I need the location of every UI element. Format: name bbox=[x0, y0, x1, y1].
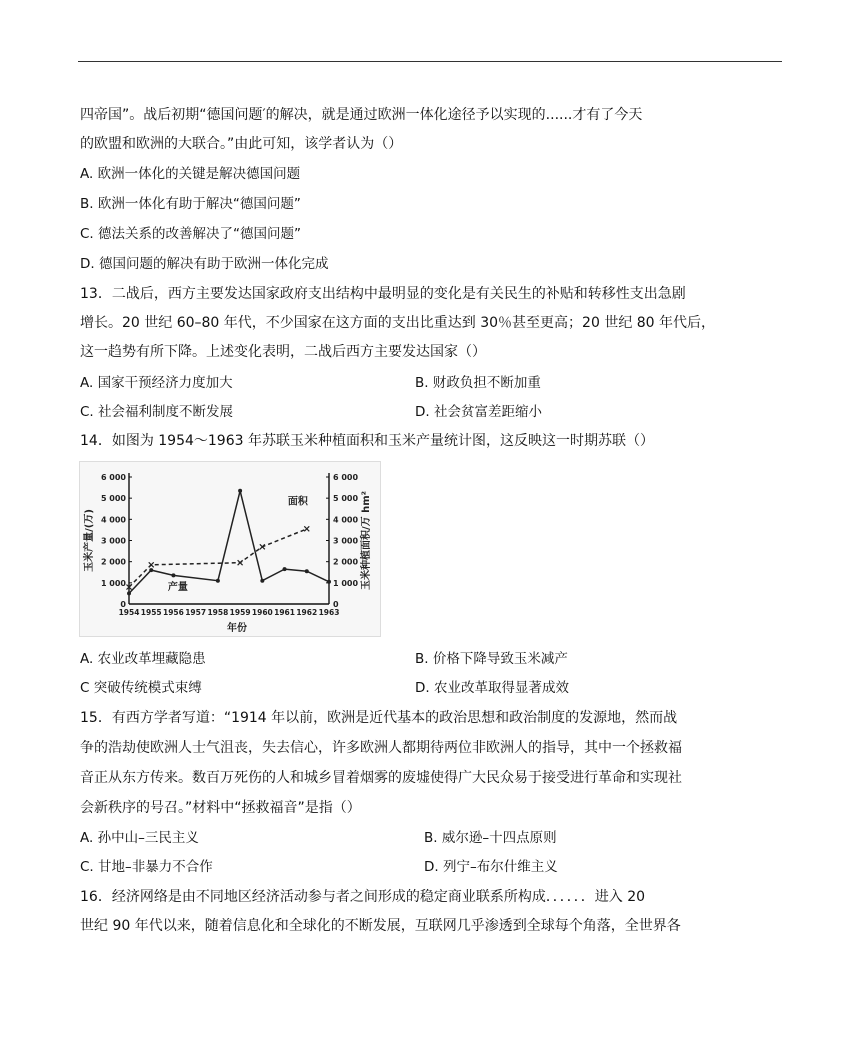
series-label-output: 产量 bbox=[167, 582, 188, 594]
y-tick-label-right: 1 000 bbox=[333, 578, 359, 588]
data-point bbox=[305, 569, 309, 573]
x-axis-title: 年份 bbox=[227, 623, 247, 634]
option-b: B. 欧洲一体化有助于解决“德国问题” bbox=[80, 196, 301, 212]
option-d: D. 农业改革取得显著成效 bbox=[415, 680, 569, 696]
x-tick-label: 1959 bbox=[229, 608, 251, 617]
y-tick-label-left: 3 000 bbox=[100, 536, 126, 546]
corn-chart bbox=[79, 461, 381, 637]
option-a: A. 国家干预经济力度加大 bbox=[80, 375, 233, 391]
y-tick-label-left: 2 000 bbox=[100, 557, 126, 567]
data-point bbox=[127, 591, 131, 595]
option-c: C 突破传统模式束缚 bbox=[80, 680, 202, 696]
question-12-text: 的欧盟和欧洲的大联合。”由此可知，该学者认为（） bbox=[80, 136, 403, 152]
option-c: C. 甘地–非暴力不合作 bbox=[80, 859, 213, 875]
option-a: A. 孙中山–三民主义 bbox=[80, 830, 199, 846]
y-tick-label-right: 2 000 bbox=[333, 557, 359, 567]
data-point bbox=[238, 489, 242, 493]
x-tick-label: 1961 bbox=[274, 608, 295, 617]
x-tick-label: 1956 bbox=[163, 608, 184, 617]
question-13-text: 增长。20 世纪 60–80 年代，不少国家在这方面的支出比重达到 30％甚至更高；20 世纪 80 年代后， bbox=[80, 315, 716, 331]
y-tick-label-left: 5 000 bbox=[100, 494, 126, 504]
y-tick-label-right: 4 000 bbox=[333, 515, 359, 525]
x-tick-label: 1957 bbox=[185, 608, 207, 617]
y-tick-label-right: 5 000 bbox=[333, 494, 359, 504]
question-13-text: 这一趋势有所下降。上述变化表明，二战后西方主要发达国家（） bbox=[80, 344, 486, 360]
series-label-area: 面积 bbox=[287, 496, 308, 508]
data-point bbox=[260, 579, 264, 583]
y-tick-label-left: 1 000 bbox=[100, 578, 126, 588]
question-12-text: 四帝国”。战后初期“德国问题′的解决，就是通过欧洲一体化途径予以实现的......才有了今天 bbox=[80, 107, 643, 123]
option-c: C. 社会福利制度不断发展 bbox=[80, 404, 234, 420]
question-14-text: 14．如图为 1954～1963 年苏联玉米种植面积和玉米产量统计图，这反映这一时期苏联（） bbox=[80, 433, 654, 449]
option-b: B. 价格下降导致玉米减产 bbox=[415, 651, 568, 667]
data-point bbox=[171, 573, 175, 577]
question-15-text: 争的浩劫使欧洲人士气沮丧，失去信心，许多欧洲人都期待两位非欧洲人的指导，其中一个拯救福 bbox=[80, 740, 682, 756]
option-b: B. 威尔逊–十四点原则 bbox=[424, 830, 557, 846]
question-15-text: 音正从东方传来。数百万死伤的人和城乡冒着烟雾的废墟使得广大民众易于接受进行革命和实现社 bbox=[80, 770, 682, 786]
question-15-text: 15．有西方学者写道：“1914 年以前，欧洲是近代基本的政治思想和政治制度的发源地，然而战 bbox=[80, 710, 678, 726]
y-tick-label-right: 0 bbox=[333, 600, 339, 609]
y-tick-label-right: 3 000 bbox=[333, 536, 359, 546]
x-tick-label: 1962 bbox=[296, 608, 318, 617]
option-d: D. 社会贫富差距缩小 bbox=[415, 404, 542, 420]
question-13-text: 13．二战后，西方主要发达国家政府支出结构中最明显的变化是有关民生的补贴和转移性支出急剧 bbox=[80, 286, 686, 302]
x-tick-label: 1954 bbox=[118, 608, 140, 617]
option-d: D. 德国问题的解决有助于欧洲一体化完成 bbox=[80, 256, 329, 272]
data-point bbox=[327, 580, 331, 584]
question-15-text: 会新秩序的号召。”材料中“拯救福音”是指（） bbox=[80, 800, 361, 816]
y-tick-label-left: 4 000 bbox=[100, 515, 126, 525]
x-tick-label: 1958 bbox=[207, 608, 229, 617]
option-c: C. 德法关系的改善解决了“德国问题” bbox=[80, 226, 301, 242]
y-tick-label-left: 6 000 bbox=[100, 473, 126, 482]
data-point bbox=[149, 568, 153, 572]
question-16-text: 世纪 90 年代以来，随着信息化和全球化的不断发展，互联网几乎渗透到全球每个角落，全世界各 bbox=[80, 918, 681, 934]
y-tick-label-left: 0 bbox=[120, 600, 126, 609]
data-point bbox=[283, 567, 287, 571]
data-point bbox=[216, 579, 220, 583]
option-d: D. 列宁–布尔什维主义 bbox=[424, 859, 558, 875]
option-b: B. 财政负担不断加重 bbox=[415, 375, 541, 391]
x-tick-label: 1960 bbox=[251, 608, 273, 617]
y-axis-title-left: 玉米产量/(万) bbox=[84, 509, 95, 572]
x-tick-label: 1963 bbox=[318, 608, 340, 617]
header-rule bbox=[78, 61, 782, 62]
option-a: A. 欧洲一体化的关键是解决德国问题 bbox=[80, 166, 301, 182]
option-a: A. 农业改革埋藏隐患 bbox=[80, 651, 206, 667]
y-tick-label-right: 6 000 bbox=[333, 473, 359, 482]
x-tick-label: 1955 bbox=[140, 608, 162, 617]
question-16-text: 16．经济网络是由不同地区经济活动参与者之间形成的稳定商业联系所构成．．．．．．进入 20 bbox=[80, 889, 646, 905]
y-axis-title-right: 玉米种植面积/万 hm² bbox=[361, 490, 372, 591]
